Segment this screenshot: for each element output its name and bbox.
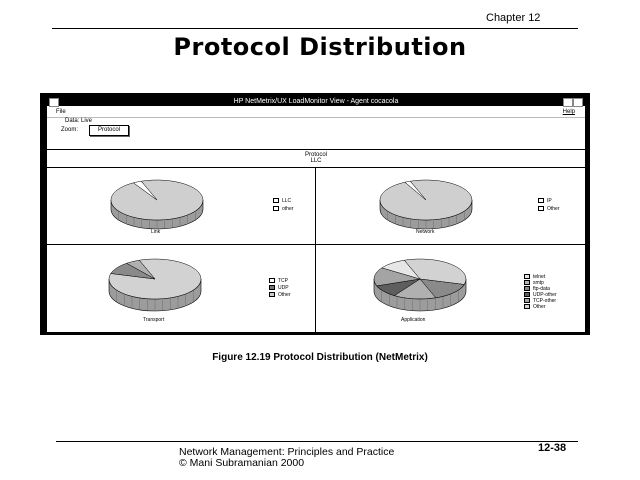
legend-swatch — [269, 278, 275, 283]
legend-swatch — [524, 304, 530, 309]
chapter-label: Chapter 12 — [486, 12, 541, 24]
minimize-icon[interactable] — [563, 98, 573, 107]
legend-swatch — [524, 292, 530, 297]
legend-text: Other — [278, 291, 291, 298]
legend-swatch — [269, 285, 275, 290]
legend-swatch — [273, 206, 279, 211]
footer — [179, 447, 394, 469]
menu-bar — [47, 107, 585, 118]
bottom-divider — [56, 441, 578, 442]
protocol-title: Protocol — [304, 152, 327, 158]
window-title: HP NetMetrix/UX LoadMonitor View - Agent cocacola — [233, 98, 399, 105]
legend-item — [538, 198, 552, 204]
legend-swatch — [524, 286, 530, 291]
legend-item — [538, 206, 560, 212]
menu-help[interactable]: Help — [562, 109, 575, 115]
legend-swatch — [524, 280, 530, 285]
legend-item — [269, 292, 291, 298]
legend-text: telnet — [533, 273, 546, 280]
legend-text: LLC — [282, 197, 292, 204]
legend-text: TCP-other — [533, 297, 557, 304]
pane-transport — [47, 245, 315, 331]
data-source-label: Data: Live — [65, 118, 93, 124]
menu-file[interactable]: File — [56, 109, 66, 115]
zoom-protocol-button[interactable]: Protocol — [89, 125, 129, 136]
pane-network — [316, 168, 584, 244]
legend-swatch — [538, 206, 544, 211]
figure-caption: Figure 12.19 Protocol Distribution (NetMetrix) — [212, 352, 428, 363]
legend-item — [269, 285, 289, 291]
legend-swatch — [524, 274, 530, 279]
window-menu-icon[interactable] — [49, 98, 59, 107]
legend-item — [273, 206, 293, 212]
legend-item — [273, 198, 291, 204]
pane-link — [47, 168, 315, 244]
protocol-label — [47, 152, 585, 164]
legend-swatch — [273, 198, 279, 203]
legend-text: IP — [547, 197, 552, 204]
slide-title: Protocol Distribution — [173, 33, 467, 61]
pane-application — [316, 245, 584, 331]
protocol-subtitle: LLC — [310, 158, 322, 164]
legend-text: UDP — [278, 284, 289, 291]
page-number: 12-38 — [538, 442, 567, 454]
divider — [47, 149, 585, 150]
legend-swatch — [524, 298, 530, 303]
legend-item — [524, 304, 546, 310]
legend-text: smtp — [533, 279, 544, 286]
legend-text: other — [282, 205, 294, 212]
legend-swatch — [538, 198, 544, 203]
legend-item — [269, 278, 288, 284]
footer-book-title: Network Management: Principles and Practice — [179, 446, 395, 458]
legend-text: Other — [533, 303, 546, 310]
legend-text: ftp-data — [533, 285, 550, 292]
zoom-label: Zoom: — [61, 127, 79, 133]
loadmonitor-window — [46, 96, 586, 333]
pane-label: Link — [151, 229, 161, 235]
pane-label: Network — [416, 229, 435, 235]
window-titlebar[interactable] — [47, 97, 585, 106]
legend-text: UDP-other — [533, 291, 557, 298]
top-divider — [52, 28, 578, 29]
pane-label: Application — [401, 317, 426, 323]
maximize-icon[interactable] — [573, 98, 583, 107]
legend-swatch — [269, 292, 275, 297]
legend-text: TCP — [278, 277, 288, 284]
footer-copyright: © Mani Subramanian 2000 — [179, 457, 305, 469]
pane-label: Transport — [143, 317, 165, 323]
legend-text: Other — [547, 205, 560, 212]
